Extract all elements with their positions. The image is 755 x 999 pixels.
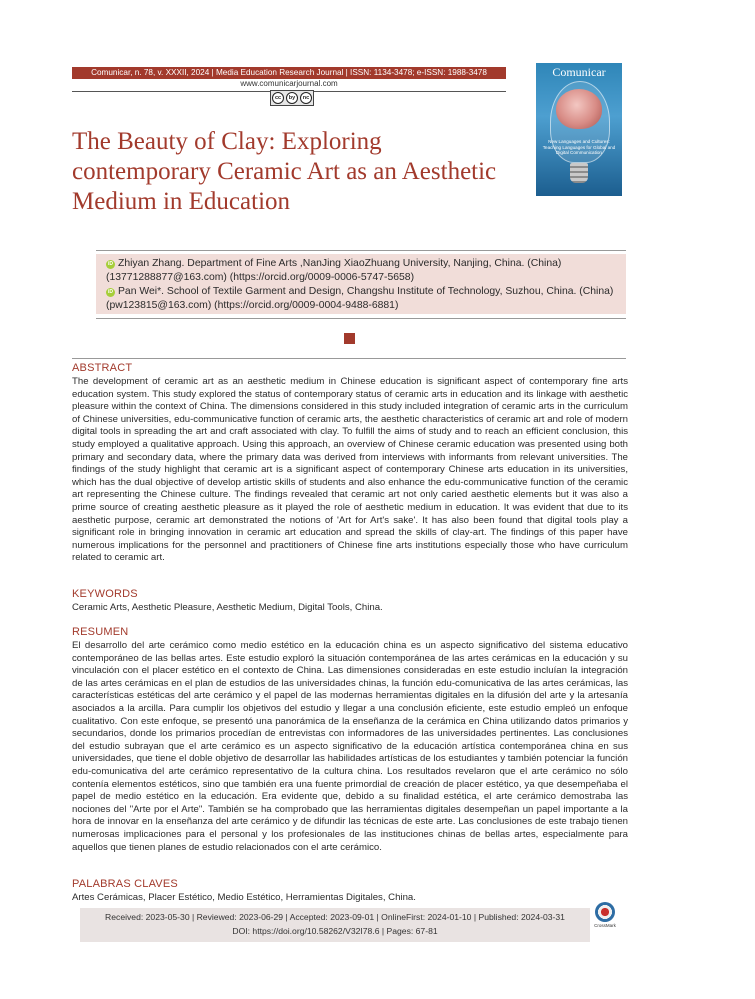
publication-dates: Received: 2023-05-30 | Reviewed: 2023-06-29 | Accepted: 2023-09-01 | OnlineFirst: 2024-01-10 | Published: 2024-03-31: [105, 912, 565, 922]
author-entry: [106, 257, 621, 285]
authors-block: [96, 254, 626, 314]
resumen-heading: RESUMEN: [72, 626, 129, 638]
abstract-top-divider: [72, 358, 626, 359]
cc-icon: cc: [272, 92, 284, 104]
bulb-base-icon: [570, 163, 588, 183]
creative-commons-license-icon[interactable]: [270, 90, 314, 106]
author-text: Pan Wei*. School of Textile Garment and Design, Changshu Institute of Technology, Suzhou, China. (China) (pw123815@163.com) (https://orcid.org/0009-0004-9488-6881): [106, 286, 614, 311]
publication-dates-footer: [80, 908, 590, 942]
palabras-claves-text: Artes Cerámicas, Placer Estético, Medio Estético, Herramientas Digitales, China.: [72, 892, 416, 903]
doi-pages[interactable]: DOI: https://doi.org/10.58262/V32I78.6 | Pages: 67-81: [232, 926, 438, 936]
authors-bottom-divider: [96, 318, 626, 319]
article-title: The Beauty of Clay: Exploring contemporary Ceramic Art as an Aesthetic Medium in Education: [72, 128, 497, 215]
cover-title: Comunicar: [552, 65, 606, 79]
abstract-text: The development of ceramic art as an aesthetic medium in Chinese education is significant aspect of contemporary fine arts education system. This study explored the status of contemporary status of ceramic arts in education and its linkage with aesthetic pleasure within the context of China. The dimensions considered in this study included integration of ceramic arts in the curriculum of Chinese universities, edu-communicative function of ceramic arts, the aesthetic characteristics of ceramic art and role of modern digital tools in spreading the art and craft associated with clay. To fulfill the aims of study and to reach an efficient conclusion, this study employed a qualitative approach. Using this approach, an overview of Chinese ceramic education was presented using both primary and secondary data, where the primary data was derived from interviews with informants from relevant universities. The findings of the study highlight that ceramic art is a significant aspect of contemporary Chinese arts education in its universities, which has the dual objective of develop artistic skills of students and also enhance the edu-communicative function of the ceramic art representing the Chinese culture. The findings revealed that ceramic art not only caried aesthetic elements but it was also a prime source of creating aesthetic pleasure as it played the role of aesthetic medium in education. It was evident that due to its aesthetic purpose, ceramic art demonstrated the notions of 'Art for Art's sake'. It has also been found that digital tools play a significant role in bringing innovation in ceramic art education and spread the skills of clay-art. The findings of this paper have numerous implications for the personnel and practitioners of Chinese fine arts institutions especially those who have curriculum related to ceramic art.: [72, 376, 628, 564]
author-entry: [106, 285, 621, 313]
authors-top-divider: [96, 250, 626, 251]
orcid-icon[interactable]: iD: [108, 289, 113, 295]
resumen-text: El desarrollo del arte cerámico como medio estético en la educación china es un aspecto significativo del sistema educativo contemporáneo de las bellas artes. Este estudio exploró la situación contemporánea de las artes cerámicas en la educación y su vinculación con el placer estético en el contexto de China. Las dimensiones consideradas en este estudio incluían la integración de las artes cerámicas en el plan de estudios de las universidades chinas, la función edu-comunicativa de las artes cerámicas, las características estéticas del arte cerámico y el papel de las modernas herramientas digitales en la difusión del arte y la artesanía asociados a la arcilla. Para cumplir los objetivos del estudio y llegar a una conclusión eficiente, este estudio empleó un enfoque cualitativo. Con este enfoque, se presentó una panorámica de la enseñanza de la cerámica en China utilizando datos primarios y secundarios, donde los primarios procedían de entrevistas con informadores de las universidades pertinentes. Las conclusiones del estudio subrayan que el arte cerámico es un aspecto significativo de la educación artística contemporánea china en sus universidades, que tiene el doble objetivo de desarrollar las habilidades artísticas de los estudiantes y también potenciar la función edu-comunicativa del arte cerámico representativo de la cultura china. Los resultados revelaron que el arte cerámico no sólo contenía elementos estéticos, sino que también era una fuente primordial de creación de placer estético, ya que desempeñaba el papel de medio estético en la educación. Era evidente que, debido a su finalidad estética, el arte cerámico demostraba las nociones del "Arte por el Arte". También se ha comprobado que las herramientas digitales desempeñan un papel importante a la hora de innovar en la enseñanza del arte cerámico y de difundir las técnicas de este arte. Las conclusiones de este trabajo tienen numerosas implicaciones para el personal y los profesionales de las instituciones chinas de bellas artes, especialmente para aquellos que tienen planes de estudio relacionados con el arte cerámico.: [72, 640, 628, 853]
crossmark-icon[interactable]: [592, 902, 618, 932]
nc-icon: nc: [300, 92, 312, 104]
abstract-heading: ABSTRACT: [72, 362, 133, 374]
by-icon: by: [286, 92, 298, 104]
cover-subtitle: New Languages and Cultures: Teaching Languages for Global and Digital Communication: [542, 139, 616, 155]
journal-cover-image: [536, 63, 622, 196]
journal-info-bar: Comunicar, n. 78, v. XXXII, 2024 | Media Education Research Journal | ISSN: 1134-3478; e-ISSN: 1988-3478: [72, 67, 506, 79]
crossmark-logo-icon: [595, 902, 615, 922]
orcid-icon[interactable]: iD: [108, 261, 113, 267]
keywords-text: Ceramic Arts, Aesthetic Pleasure, Aesthetic Medium, Digital Tools, China.: [72, 602, 383, 613]
brain-icon: [556, 89, 602, 129]
keywords-heading: KEYWORDS: [72, 588, 138, 600]
section-divider-square: [344, 333, 355, 344]
crossmark-label: CrossMark: [594, 923, 616, 928]
journal-url[interactable]: www.comunicarjournal.com: [240, 79, 338, 88]
palabras-claves-heading: PALABRAS CLAVES: [72, 878, 178, 890]
author-text: Zhiyan Zhang. Department of Fine Arts ,NanJing XiaoZhuang University, Nanjing, China. (China) (13771288877@163.com) (https://orcid.org/0009-0006-5747-5658): [106, 258, 562, 283]
